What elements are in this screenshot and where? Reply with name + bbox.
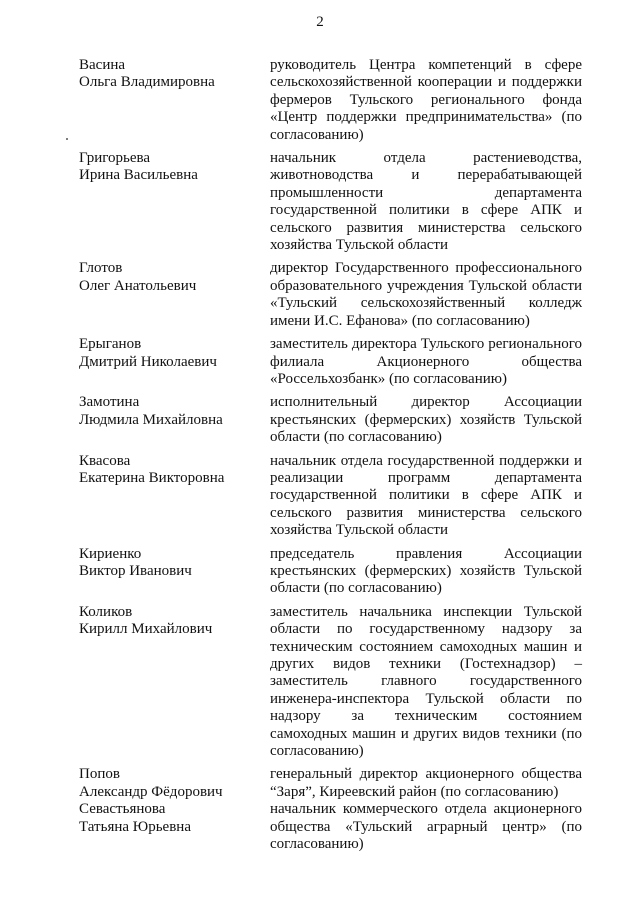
member-name bbox=[79, 604, 264, 639]
member-surname: Григорьева bbox=[79, 150, 151, 167]
member-name bbox=[79, 394, 264, 429]
member-entry bbox=[0, 801, 640, 853]
member-role: начальник отдела государственной поддержки и реализации программ департамента государственной политики в сфере АПК и сельского развития министерства сельского хозяйства Тульской области bbox=[270, 452, 582, 539]
page-number: 2 bbox=[316, 14, 324, 30]
member-entry bbox=[0, 260, 640, 330]
member-name bbox=[79, 801, 264, 836]
member-role: заместитель начальника инспекции Тульской области по государственному надзору за техническим состоянием самоходных машин и других видов техники (Гостехнадзор) – заместитель главного государственного инженера-инспектора Тульской области по надзору за техническим состоянием самоходных машин и других видов техники (по согласованию) bbox=[270, 603, 582, 760]
member-role: начальник коммерческого отдела акционерного общества «Тульский аграрный центр» (по согласованию) bbox=[270, 801, 582, 853]
member-role: генеральный директор акционерного общества “Заря”, Киреевский район (по согласованию) bbox=[270, 766, 582, 800]
member-role: заместитель директора Тульского регионального филиала Акционерного общества «Россельхозбанк» (по согласованию) bbox=[270, 336, 582, 387]
member-name bbox=[79, 766, 264, 801]
member-entry bbox=[0, 150, 640, 254]
member-entry bbox=[0, 336, 640, 388]
member-role: начальник отдела растениеводства, животноводства и перерабатывающей промышленности департамента государственной политики в сфере АПК и сельского развития министерства сельского хозяйства Тульской области bbox=[270, 150, 582, 254]
member-name bbox=[79, 453, 264, 488]
member-given-names: Екатерина Викторовна bbox=[79, 469, 225, 486]
member-entry bbox=[0, 394, 640, 446]
member-given-names: Людмила Михайловна bbox=[79, 411, 223, 428]
member-role: руководитель Центра компетенций в сфере сельскохозяйственной кооперации и поддержки фермеров Тульского регионального фонда «Центр поддержки предпринимательства» (по согласованию) bbox=[270, 57, 582, 143]
member-surname: Васина bbox=[79, 57, 126, 73]
member-entry bbox=[0, 604, 640, 761]
member-surname: Замотина bbox=[79, 394, 140, 411]
member-surname: Квасова bbox=[79, 452, 131, 469]
member-role: исполнительный директор Ассоциации крестьянских (фермерских) хозяйств Тульской области (по согласованию) bbox=[270, 394, 582, 446]
member-surname: Кириенко bbox=[79, 545, 142, 562]
member-surname: Ерыганов bbox=[79, 336, 142, 353]
member-surname: Коликов bbox=[79, 603, 133, 620]
member-given-names: Кирилл Михайлович bbox=[79, 621, 213, 638]
member-entry bbox=[0, 546, 640, 598]
member-given-names: Дмитрий Николаевич bbox=[79, 353, 217, 370]
member-given-names: Татьяна Юрьевна bbox=[79, 818, 191, 835]
member-surname: Попов bbox=[79, 766, 120, 783]
member-entry bbox=[0, 766, 640, 801]
member-name bbox=[79, 150, 264, 185]
member-given-names: Александр Фёдорович bbox=[79, 783, 223, 800]
member-entry bbox=[0, 57, 640, 144]
member-role: директор Государственного профессионального образовательного учреждения Тульской области «Тульский сельскохозяйственный колледж имени И.С. Ефанова» (по согласованию) bbox=[270, 260, 582, 329]
member-given-names: Олег Анатольевич bbox=[79, 277, 197, 294]
member-name bbox=[79, 57, 264, 92]
member-list bbox=[0, 57, 640, 853]
member-given-names: Ольга Владимировна bbox=[79, 74, 215, 91]
member-entry bbox=[0, 453, 640, 540]
member-surname: Севастьянова bbox=[79, 801, 166, 818]
member-name bbox=[79, 260, 264, 295]
member-given-names: Виктор Иванович bbox=[79, 562, 192, 579]
member-name bbox=[79, 546, 264, 581]
member-given-names: Ирина Васильевна bbox=[79, 167, 198, 184]
member-surname: Глотов bbox=[79, 260, 123, 277]
member-name bbox=[79, 336, 264, 371]
member-role: председатель правления Ассоциации крестьянских (фермерских) хозяйств Тульской области (по согласованию) bbox=[270, 545, 582, 597]
